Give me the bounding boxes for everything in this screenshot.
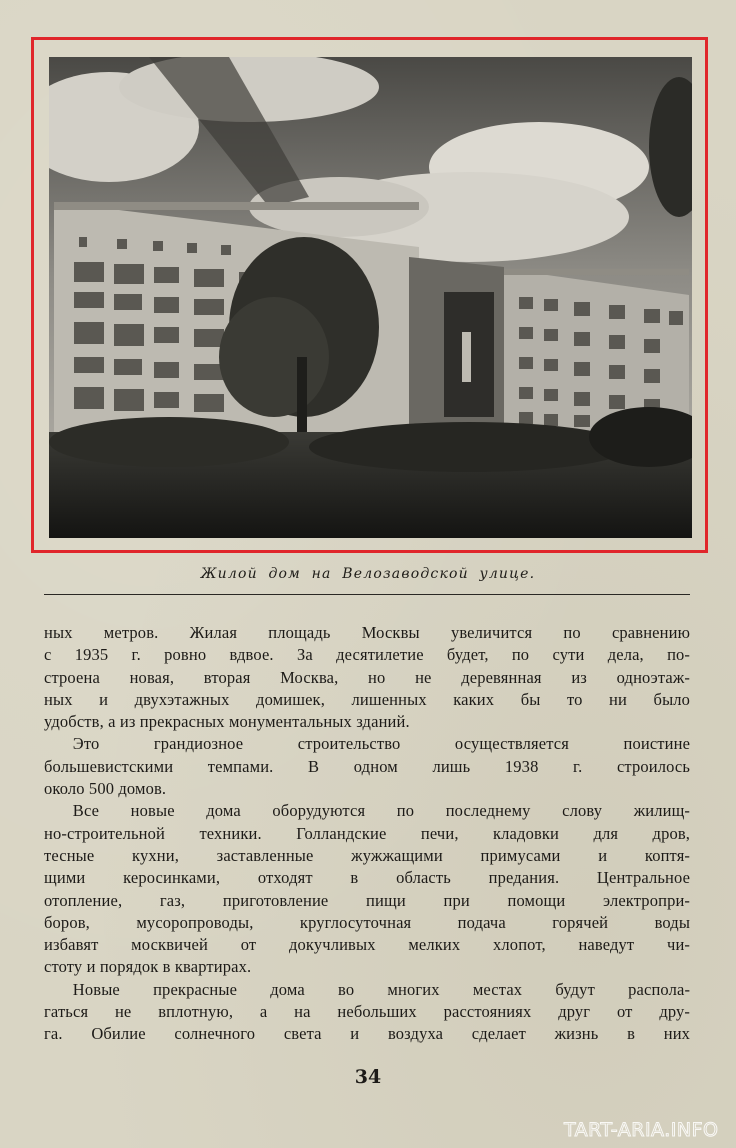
page-number: 34 [354,1066,382,1088]
text-line: строена новая, вторая Москва, но не деревянная из одноэтаж- [44,667,691,687]
caption-divider [44,594,690,595]
text-line: Новые прекрасные дома во многих местах будут распола- [72,979,691,999]
building-photo [49,57,692,538]
text-line: избавят москвичей от докучливых мелких хлопот, наведут чи- [44,935,691,955]
text-line: ных метров. Жилая площадь Москвы увеличится по сравнению [44,623,691,642]
text-line: отопление, газ, приготовление пищи при помощи электропри- [44,890,691,910]
text-line: ных и двухэтажных домишек, лишенных каких бы то ни было [44,689,691,709]
text-line: щими керосинками, отходят в область предания. Центральное [44,868,691,888]
text-line: стоту и порядок в квартирах. [44,957,252,977]
text-line: но-строительной техники. Голландские печи, кладовки для дров, [44,823,691,843]
text-line: Это грандиозное строительство осуществляется поистине [72,734,691,754]
text-line: с 1935 г. ровно вдвое. За десятилетие будет, по сути дела, по- [44,645,691,665]
figure-caption: Жилой дом на Велозаводской улице. [200,566,536,582]
body-text [44,622,690,1046]
text-line: около 500 домов. [44,779,167,799]
text-line: Все новые дома оборудуются по последнему слову жилищ- [72,801,691,821]
building-photo-illustration [49,57,692,538]
text-line: тесные кухни, заставленные жужжащими примусами и коптя- [44,845,691,865]
text-line: большевистскими темпами. В одном лишь 1938 г. строилось [44,756,691,776]
text-line: удобств, а из прекрасных монументальных зданий. [44,712,410,732]
text-line: га. Обилие солнечного света и воздуха сделает жизнь в них [44,1024,691,1044]
text-line: боров, мусоропроводы, круглосуточная подача горячей воды [44,912,691,932]
watermark: TART-ARIA.INFO [564,1119,719,1141]
text-line: гаться не вплотную, а на небольших расстояниях друг от дру- [44,1002,691,1022]
